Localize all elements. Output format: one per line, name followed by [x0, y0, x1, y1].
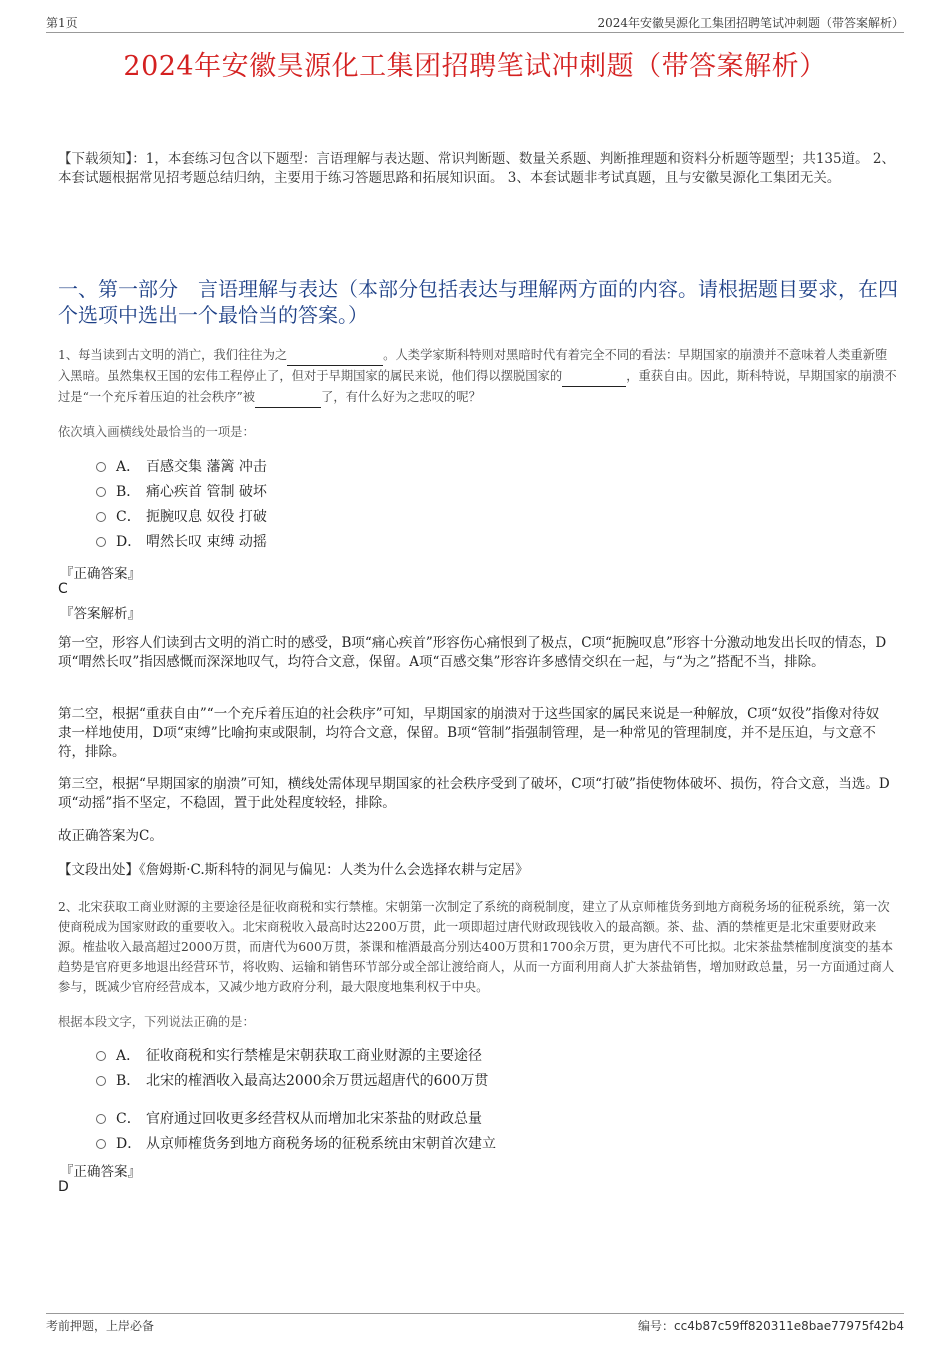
- page-header: [46, 14, 904, 33]
- section-heading: 一、第一部分 言语理解与表达（本部分包括表达与理解两方面的内容。请根据题目要求，在四个选项中选出一个最恰当的答案。）: [58, 277, 898, 327]
- answer-label: 『正确答案』: [60, 1164, 141, 1180]
- option-text: 北宋的榷酒收入最高达2000余万贯远超唐代的600万贯: [146, 1072, 489, 1089]
- analysis-paragraph-3: 第三空，根据“早期国家的崩溃”可知，横线处需体现早期国家的社会秩序受到了破坏，C项“打破”指使物体破坏、损伤，符合文意，当选。D项“动摇”指不坚定，不稳固，置于此处程度较轻，排除。: [58, 776, 890, 811]
- fill-blank-2: [562, 366, 626, 387]
- question-1-prompt: 依次填入画横线处最恰当的一项是：: [58, 425, 255, 439]
- question-1-part-c: ，重获自由。因此，斯科特说，早期国家的崩溃不过是“一个充斥着压迫的社会秩序”被: [58, 369, 897, 404]
- question-1-options: [96, 453, 267, 553]
- code-value: cc4b87c59ff820311e8bae77975f42b4: [674, 1319, 904, 1333]
- option-c[interactable]: [96, 1105, 496, 1130]
- radio-icon[interactable]: [96, 512, 106, 522]
- option-letter: D．: [116, 1135, 142, 1152]
- fill-blank-1: [287, 345, 383, 366]
- radio-icon[interactable]: [96, 487, 106, 497]
- question-2-prompt: 根据本段文字，下列说法正确的是：: [58, 1015, 255, 1029]
- document-code: [638, 1317, 904, 1334]
- option-letter: D．: [116, 533, 142, 550]
- option-letter: C．: [116, 1110, 141, 1127]
- option-letter: A．: [116, 458, 141, 475]
- option-letter: A．: [116, 1047, 141, 1064]
- option-text: 百感交集 藩篱 冲击: [146, 458, 267, 475]
- question-2-text: 2、北宋获取工商业财源的主要途径是征收商税和实行禁榷。宋朝第一次制定了系统的商税制度，建立了从京师榷货务到地方商税务场的征税系统，第一次使商税成为国家财政的重要收入。北宋商税收入最高时达2200万贯，此一项即超过唐代财政现钱收入的最高额。茶、盐、酒的禁榷更是北宋重要财政来源。榷盐收入最高超过2000万贯，而唐代为600万贯，茶课和榷酒最高分别达400万贯和1700余万贯，更为唐代不可比拟。北宋茶盐禁榷制度演变的基本趋势是官府更多地退出经营环节，将收购、运输和销售环节部分或全部让渡给商人，从而一方面利用商人扩大茶盐销售，增加财政总量，另一方面通过商人参与，既减少官府经营成本，又减少地方政府分利，最大限度地集利权于中央。: [58, 900, 895, 994]
- option-c[interactable]: [96, 503, 267, 528]
- radio-icon[interactable]: [96, 1051, 106, 1061]
- analysis-conclusion: 故正确答案为C。: [58, 828, 163, 844]
- question-1-text: [58, 345, 898, 408]
- option-letter: B．: [116, 483, 141, 500]
- document-title: 2024年安徽昊源化工集团招聘笔试冲刺题（带答案解析）: [123, 51, 827, 82]
- page-number: 第1页: [46, 16, 78, 30]
- source-citation: 【文段出处】《詹姆斯·C.斯科特的洞见与偏见：人类为什么会选择农耕与定居》: [58, 862, 529, 878]
- option-b[interactable]: [96, 478, 267, 503]
- option-a[interactable]: [96, 453, 267, 478]
- question-2-options: [96, 1042, 496, 1155]
- answer-value: C: [58, 581, 68, 597]
- fill-blank-3: [255, 387, 321, 408]
- analysis-label: 『答案解析』: [60, 606, 141, 622]
- answer-value: D: [58, 1179, 69, 1195]
- option-text: 痛心疾首 管制 破坏: [146, 483, 267, 500]
- option-letter: C．: [116, 508, 141, 525]
- option-text: 扼腕叹息 奴役 打破: [146, 508, 267, 525]
- option-text: 喟然长叹 束缚 动摇: [146, 533, 267, 550]
- option-d[interactable]: [96, 1130, 496, 1155]
- analysis-paragraph-1: 第一空，形容人们读到古文明的消亡时的感受，B项“痛心疾首”形容伤心痛恨到了极点，C项“扼腕叹息”形容十分激动地发出长叹的情态，D项“喟然长叹”指因感慨而深深地叹气，均符合文意，保留。A项“百感交集”形容许多感情交织在一起，与“为之”搭配不当，排除。: [58, 635, 887, 670]
- option-d[interactable]: [96, 528, 267, 553]
- answer-label: 『正确答案』: [60, 566, 141, 582]
- footer-slogan: 考前押题，上岸必备: [46, 1319, 155, 1333]
- radio-icon[interactable]: [96, 1114, 106, 1124]
- question-1-part-d: 了，有什么好为之悲叹的呢？: [321, 390, 481, 404]
- option-b[interactable]: [96, 1067, 496, 1092]
- option-text: 官府通过回收更多经营权从而增加北宋茶盐的财政总量: [146, 1110, 482, 1127]
- option-text: 征收商税和实行禁榷是宋朝获取工商业财源的主要途径: [146, 1047, 482, 1064]
- question-1-part-b: 。人类学家斯科特则对黑暗时代有着完全不同的看法：早期国家的崩溃并不意味着人类重新堕入黑暗。虽然集权王国的宏伟工程停止了，但对于早期国家的属民来说，他们得以摆脱国家的: [58, 348, 888, 383]
- radio-icon[interactable]: [96, 1076, 106, 1086]
- option-a[interactable]: [96, 1042, 496, 1067]
- page-footer: [46, 1313, 904, 1334]
- download-notice: 【下载须知】：1，本套练习包含以下题型：言语理解与表达题、常识判断题、数量关系题、判断推理题和资料分析题等题型；共135道。 2、本套试题根据常见招考题总结归纳，主要用于练习答题思路和拓展知识面。 3、本套试题非考试真题，且与安徽昊源化工集团无关。: [58, 151, 895, 186]
- radio-icon[interactable]: [96, 1139, 106, 1149]
- radio-icon[interactable]: [96, 462, 106, 472]
- analysis-paragraph-2: 第二空，根据“重获自由”“一个充斥着压迫的社会秩序”可知，早期国家的崩溃对于这些国家的属民来说是一种解放，C项“奴役”指像对待奴隶一样地使用，D项“束缚”比喻拘束或限制，均符合文意，保留。B项“管制”指强制管理，是一种常见的管理制度，并不是压迫，与文意不符，排除。: [58, 706, 880, 760]
- option-letter: B．: [116, 1072, 141, 1089]
- option-text: 从京师榷货务到地方商税务场的征税系统由宋朝首次建立: [146, 1135, 496, 1152]
- header-doc-title: 2024年安徽昊源化工集团招聘笔试冲刺题（带答案解析）: [597, 16, 904, 30]
- code-label: 编号：: [638, 1319, 675, 1333]
- radio-icon[interactable]: [96, 537, 106, 547]
- question-1-part-a: 1、每当读到古文明的消亡，我们往往为之: [58, 348, 288, 362]
